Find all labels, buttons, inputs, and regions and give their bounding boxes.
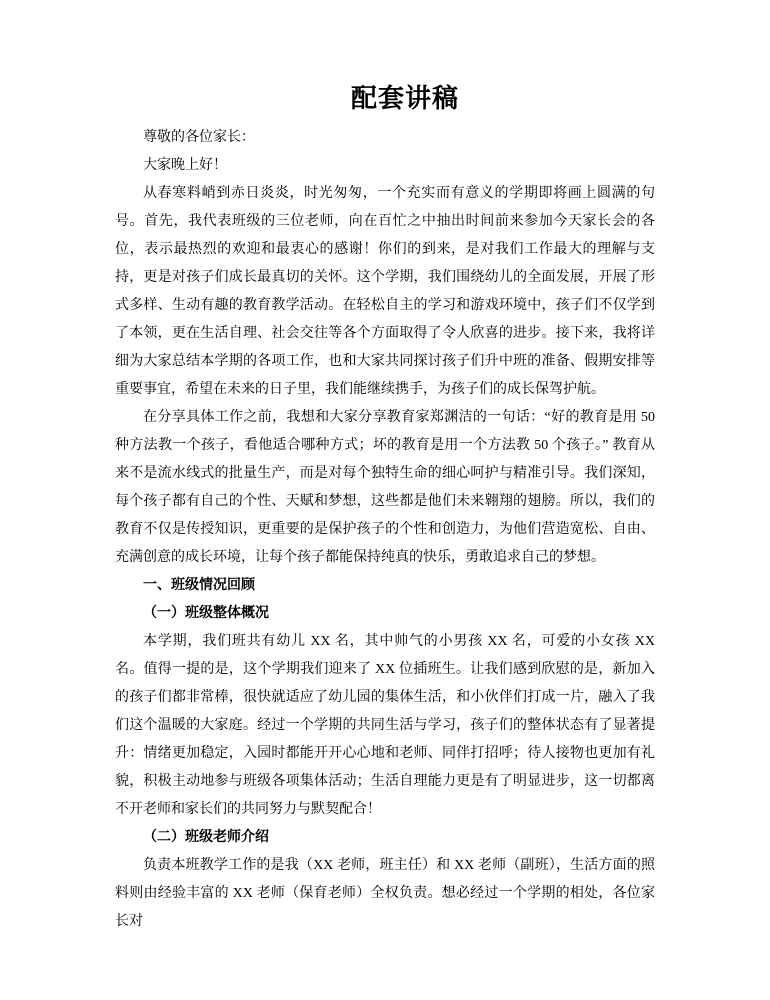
- document-content: [115, 82, 655, 936]
- paragraph-class-overview-body: 本学期，我们班共有幼儿 XX 名，其中帅气的小男孩 XX 名，可爱的小女孩 XX 名。值得一提的是，这个学期我们迎来了 XX 位插班生。让我们感到欣慰的是，新加入的孩子们都非常棒，很快就适应了幼儿园的集体生活，和小伙伴们打成一片，融入了我们这个温暖的大家庭。经过一个学期的共同生活与学习，孩子们的整体状态有了显著提升：情绪更加稳定，入园时都能开开心心地和老师、同伴打招呼；待人接物也更加有礼貌，积极主动地参与班级各项集体活动；生活自理能力更是有了明显进步，这一切都离不开老师和家长们的共同努力与默契配合！: [115, 634, 655, 817]
- paragraph-education-philosophy: 在分享具体工作之前，我想和大家分享教育家郑渊洁的一句话：“好的教育是用 50 种方法教一个孩子，看他适合哪种方式；坏的教育是用一个方法教 50 个孩子。” 教育从来不是流水线式的批量生产，而是对每个独特生命的细心呵护与精准引导。我们深知，每个孩子都有自己的个性、天赋和梦想，这些都是他们未来翱翔的翅膀。所以，我们的教育不仅是传授知识，更重要的是保护孩子的个性和创造力，为他们营造宽松、自由、充满创意的成长环境，让每个孩子都能保持纯真的快乐，勇敢追求自己的梦想。: [115, 410, 655, 565]
- subsection-heading-class-overview: （一）班级整体概况: [143, 606, 269, 621]
- subsection-heading-teacher-introduction: （二）班级老师介绍: [143, 830, 269, 845]
- document-title: 配套讲稿: [350, 84, 459, 113]
- paragraph-greeting-salutation: 尊敬的各位家长：: [143, 130, 255, 145]
- paragraph-greeting-evening: 大家晚上好！: [143, 158, 227, 173]
- paragraph-opening-remarks: 从春寒料峭到赤日炎炎，时光匆匆，一个充实而有意义的学期即将画上圆满的句号。首先，我代表班级的三位老师，向在百忙之中抽出时间前来参加今天家长会的各位，表示最热烈的欢迎和最衷心的感谢！你们的到来，是对我们工作最大的理解与支持，更是对孩子们成长最真切的关怀。这个学期，我们围绕幼儿的全面发展，开展了形式多样、生动有趣的教育教学活动。在轻松自主的学习和游戏环境中，孩子们不仅学到了本领，更在生活自理、社会交往等各个方面取得了令人欣喜的进步。接下来，我将详细为大家总结本学期的各项工作，也和大家共同探讨孩子们升中班的准备、假期安排等重要事宜，希望在未来的日子里，我们能继续携手，为孩子们的成长保驾护航。: [115, 186, 655, 397]
- paragraph-teacher-introduction-body: 负责本班教学工作的是我（XX 老师，班主任）和 XX 老师（副班），生活方面的照料则由经验丰富的 XX 老师（保育老师）全权负责。想必经过一个学期的相处，各位家长对: [115, 858, 655, 929]
- section-heading-class-review: 一、班级情况回顾: [143, 578, 255, 593]
